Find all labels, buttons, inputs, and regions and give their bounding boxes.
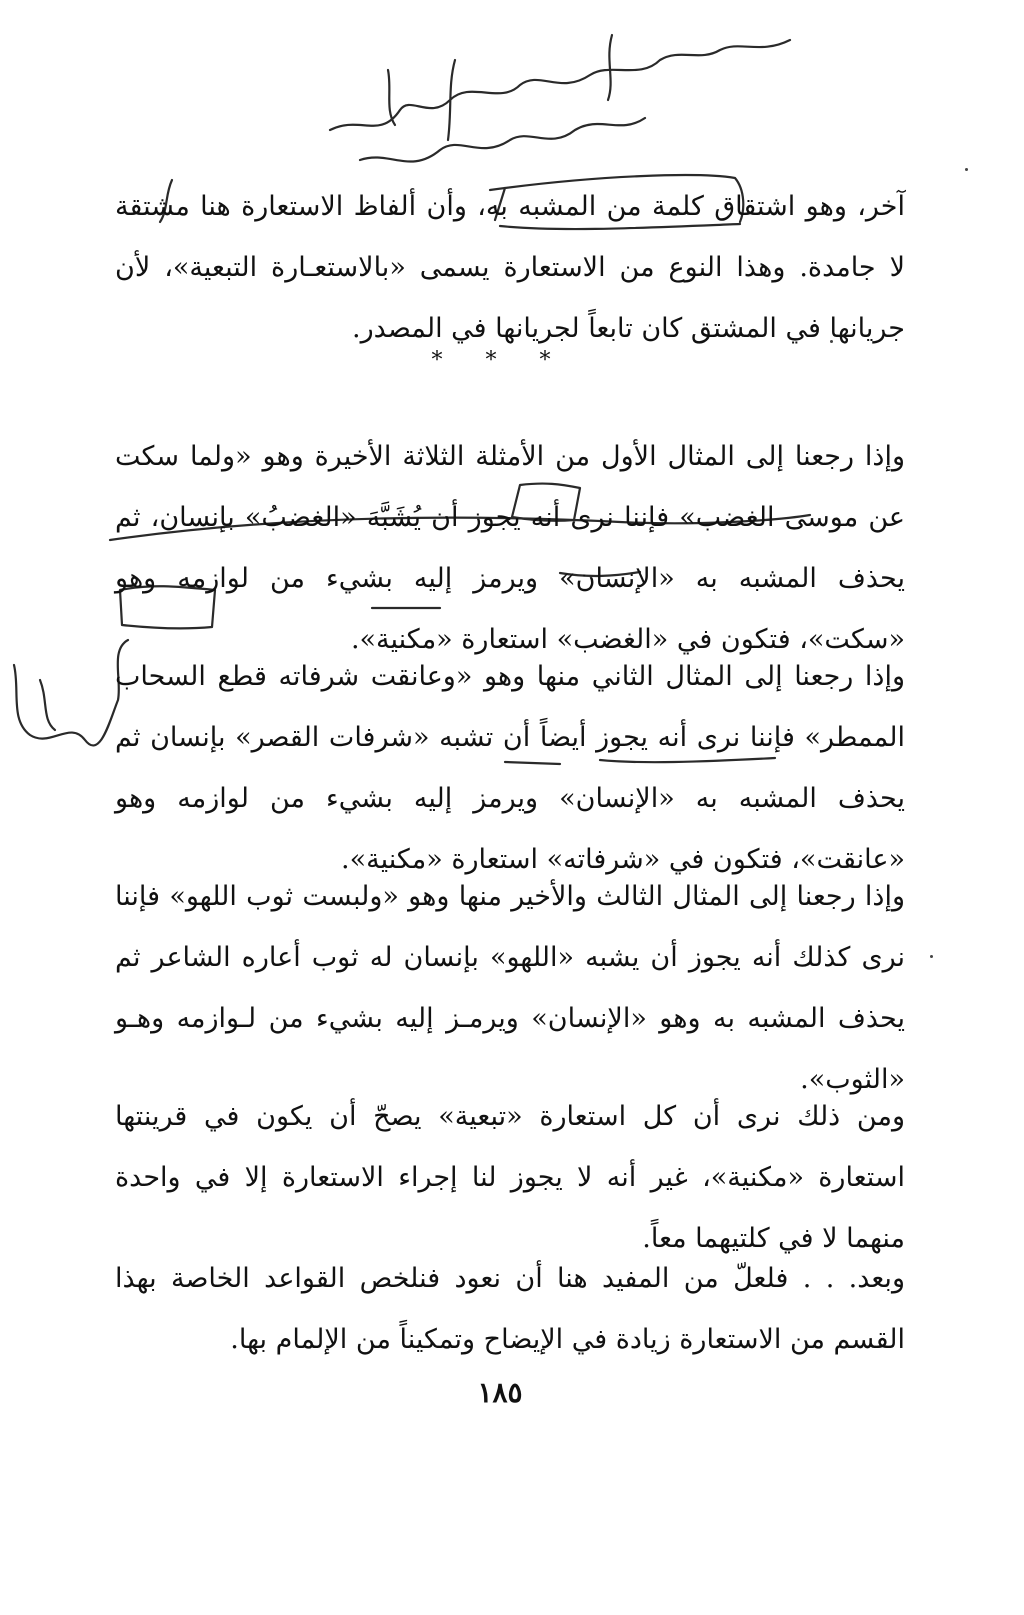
paragraph-text: وإذا رجعنا إلى المثال الأول من الأمثلة الثلاثة الأخيرة وهو «ولما سكت عن موسى الغضب» فإننا نرى أنه يجوز أن يُشَبَّهَ «الغضبُ» بإنسان، ثم يحذف المشبه به «الإنسان» ويرمز إليه بشيء من لوازمه وهو «سكت»، فتكون في «الغضب» استعارة «مكنية».	[115, 441, 905, 655]
page-number: ١٨٥	[477, 1376, 523, 1409]
paragraph-text: آخر، وهو اشتقاق كلمة من المشبه به، وأن ألفاظ الاستعارة هنا مشتقة لا جامدة. وهذا النوع من الاستعارة يسمى «بالاستعـارة التبعية»، لأن جريانها في المشتق كان تابعاً لجريانها في المصدر.	[115, 191, 905, 344]
paragraph	[115, 1248, 905, 1370]
paragraph-text: وإذا رجعنا إلى المثال الثاني منها وهو «وعانقت شرفاته قطع السحاب الممطر» فإننا نرى أنه يجوز أيضاً أن تشبه «شرفات القصر» بإنسان ثم يحذف المشبه به «الإنسان» ويرمز إليه بشيء من لوازمه وهو «عانقت»، فتكون في «شرفاته» استعارة «مكنية».	[115, 661, 905, 875]
paragraph-text: ومن ذلك نرى أن كل استعارة «تبعية» يصحّ أن يكون في قرينتها استعارة «مكنية»، غير أنه لا يجوز لنا إجراء الاستعارة إلا في واحدة منهما لا في كلتيهما معاً.	[115, 1101, 905, 1254]
paragraph	[115, 176, 905, 359]
paragraph	[115, 1086, 905, 1269]
section-separator: * * *	[431, 348, 569, 373]
paragraph-text: وبعد. . . فلعلّ من المفيد هنا أن نعود فنلخص القواعد الخاصة بهذا القسم من الاستعارة زيادة في الإيضاح وتمكيناً من الإلمام بها.	[115, 1263, 905, 1355]
handwriting-top-line1	[330, 40, 790, 130]
paragraph	[115, 426, 905, 670]
handwriting-side-note	[14, 640, 128, 745]
paragraph	[115, 866, 905, 1110]
paragraph	[115, 646, 905, 890]
margin-mark	[965, 168, 968, 171]
handwriting-top-line2	[360, 118, 645, 162]
margin-mark	[930, 955, 933, 958]
paragraph-text: وإذا رجعنا إلى المثال الثالث والأخير منها وهو «ولبست ثوب اللهو» فإننا نرى كذلك أنه يجوز أن يشبه «اللهو» بإنسان له ثوب أعاره الشاعر ثم يحذف المشبه به وهو «الإنسان» ويرمـز إليه بشيء من لـوازمه وهـو «الثوب».	[115, 881, 905, 1095]
